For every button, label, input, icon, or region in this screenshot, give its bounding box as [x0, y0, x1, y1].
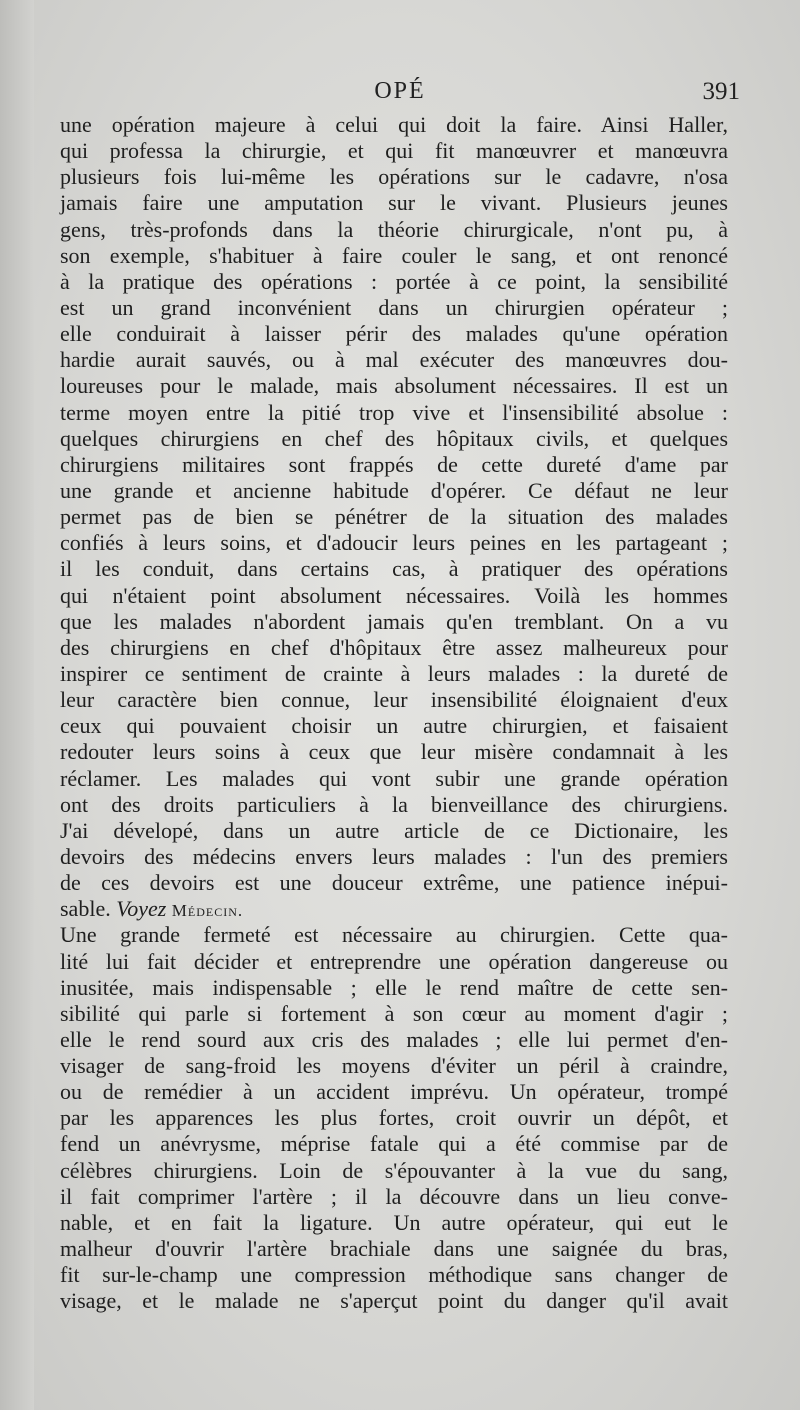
text-line: visage, et le malade ne s'aperçut point du danger qu'il avait	[60, 1288, 728, 1314]
text-line: à la pratique des opérations : portée à ce point, la sensibilité	[60, 268, 728, 294]
see-also-prefix: sable.	[60, 896, 117, 922]
see-also-reference: Médecin.	[171, 901, 244, 921]
text-line: il fait comprimer l'artère ; il la découvre dans un lieu conve-	[60, 1183, 728, 1209]
text-line: il les conduit, dans certains cas, à pratiquer des opérations	[60, 556, 728, 582]
text-line: inusitée, mais indispensable ; elle le rend maître de cette sen-	[60, 974, 728, 1000]
text-line: une opération majeure à celui qui doit la faire. Ainsi Haller,	[60, 112, 728, 137]
text-line: qui professa la chirurgie, et qui fit manœuvrer et manœuvra	[60, 138, 728, 164]
text-line: devoirs des médecins envers leurs malades : l'un des premiers	[60, 843, 728, 869]
see-also-voyez: Voyez	[116, 896, 167, 922]
page-edge-shadow	[0, 0, 34, 1410]
text-line: hardie aurait sauvés, ou à mal exécuter des manœuvres dou-	[60, 347, 728, 373]
text-line: nable, et en fait la ligature. Un autre opérateur, qui eut le	[60, 1209, 728, 1235]
text-line: Une grande fermeté est nécessaire au chirurgien. Cette qua-	[60, 922, 728, 948]
text-line: quelques chirurgiens en chef des hôpitaux civils, et quelques	[60, 425, 728, 451]
text-line: de ces devoirs est une douceur extrême, une patience inépui-	[60, 870, 728, 896]
text-line: ont des droits particuliers à la bienveillance des chirurgiens.	[60, 791, 728, 817]
text-line: qui n'étaient point absolument nécessaires. Voilà les hommes	[60, 582, 728, 608]
text-line: redouter leurs soins à ceux que leur misère condamnait à les	[60, 739, 728, 765]
text-line: ou de remédier à un accident imprévu. Un opérateur, trompé	[60, 1079, 728, 1105]
text-line: gens, très-profonds dans la théorie chirurgicale, n'ont pu, à	[60, 216, 728, 242]
text-line: par les apparences les plus fortes, croit ouvrir un dépôt, et	[60, 1105, 728, 1131]
text-line: leur caractère bien connue, leur insensibilité éloignaient d'eux	[60, 687, 728, 713]
see-also-line	[60, 896, 728, 922]
text-line: fit sur-le-champ une compression méthodique sans changer de	[60, 1262, 728, 1288]
text-line: réclamer. Les malades qui vont subir une grande opération	[60, 765, 728, 791]
text-line: malheur d'ouvrir l'artère brachiale dans une saignée du bras,	[60, 1236, 728, 1262]
text-line: terme moyen entre la pitié trop vive et l'insensibilité absolue :	[60, 399, 728, 425]
text-line: est un grand inconvénient dans un chirurgien opérateur ;	[60, 294, 728, 320]
text-line: chirurgiens militaires sont frappés de cette dureté d'ame par	[60, 451, 728, 477]
text-line: son exemple, s'habituer à faire couler le sang, et ont renoncé	[60, 242, 728, 268]
running-head: OPÉ	[374, 78, 426, 104]
text-line: célèbres chirurgiens. Loin de s'épouvanter à la vue du sang,	[60, 1157, 728, 1183]
page-number: 391	[702, 78, 740, 105]
text-line: permet pas de bien se pénétrer de la situation des malades	[60, 504, 728, 530]
text-line: visager de sang-froid les moyens d'éviter un péril à craindre,	[60, 1053, 728, 1079]
text-line: plusieurs fois lui-même les opérations sur le cadavre, n'osa	[60, 164, 728, 190]
text-line: fend un anévrysme, méprise fatale qui a été commise par de	[60, 1131, 728, 1157]
body-text	[60, 112, 728, 1314]
text-line: des chirurgiens en chef d'hôpitaux être assez malheureux pour	[60, 634, 728, 660]
text-line: jamais faire une amputation sur le vivant. Plusieurs jeunes	[60, 190, 728, 216]
page-header	[60, 78, 740, 114]
text-line: confiés à leurs soins, et d'adoucir leurs peines en les partageant ;	[60, 530, 728, 556]
text-line: J'ai dévelopé, dans un autre article de ce Dictionaire, les	[60, 817, 728, 843]
text-line: elle le rend sourd aux cris des malades ; elle lui permet d'en-	[60, 1026, 728, 1052]
text-line: elle conduirait à laisser périr des malades qu'une opération	[60, 321, 728, 347]
text-line: sibilité qui parle si fortement à son cœur au moment d'agir ;	[60, 1000, 728, 1026]
text-line: loureuses pour le malade, mais absolument nécessaires. Il est un	[60, 373, 728, 399]
text-line: une grande et ancienne habitude d'opérer. Ce défaut ne leur	[60, 477, 728, 503]
text-line: ceux qui pouvaient choisir un autre chirurgien, et faisaient	[60, 713, 728, 739]
text-line: que les malades n'abordent jamais qu'en tremblant. On a vu	[60, 608, 728, 634]
text-line: inspirer ce sentiment de crainte à leurs malades : la dureté de	[60, 660, 728, 686]
text-line: lité lui fait décider et entreprendre une opération dangereuse ou	[60, 948, 728, 974]
